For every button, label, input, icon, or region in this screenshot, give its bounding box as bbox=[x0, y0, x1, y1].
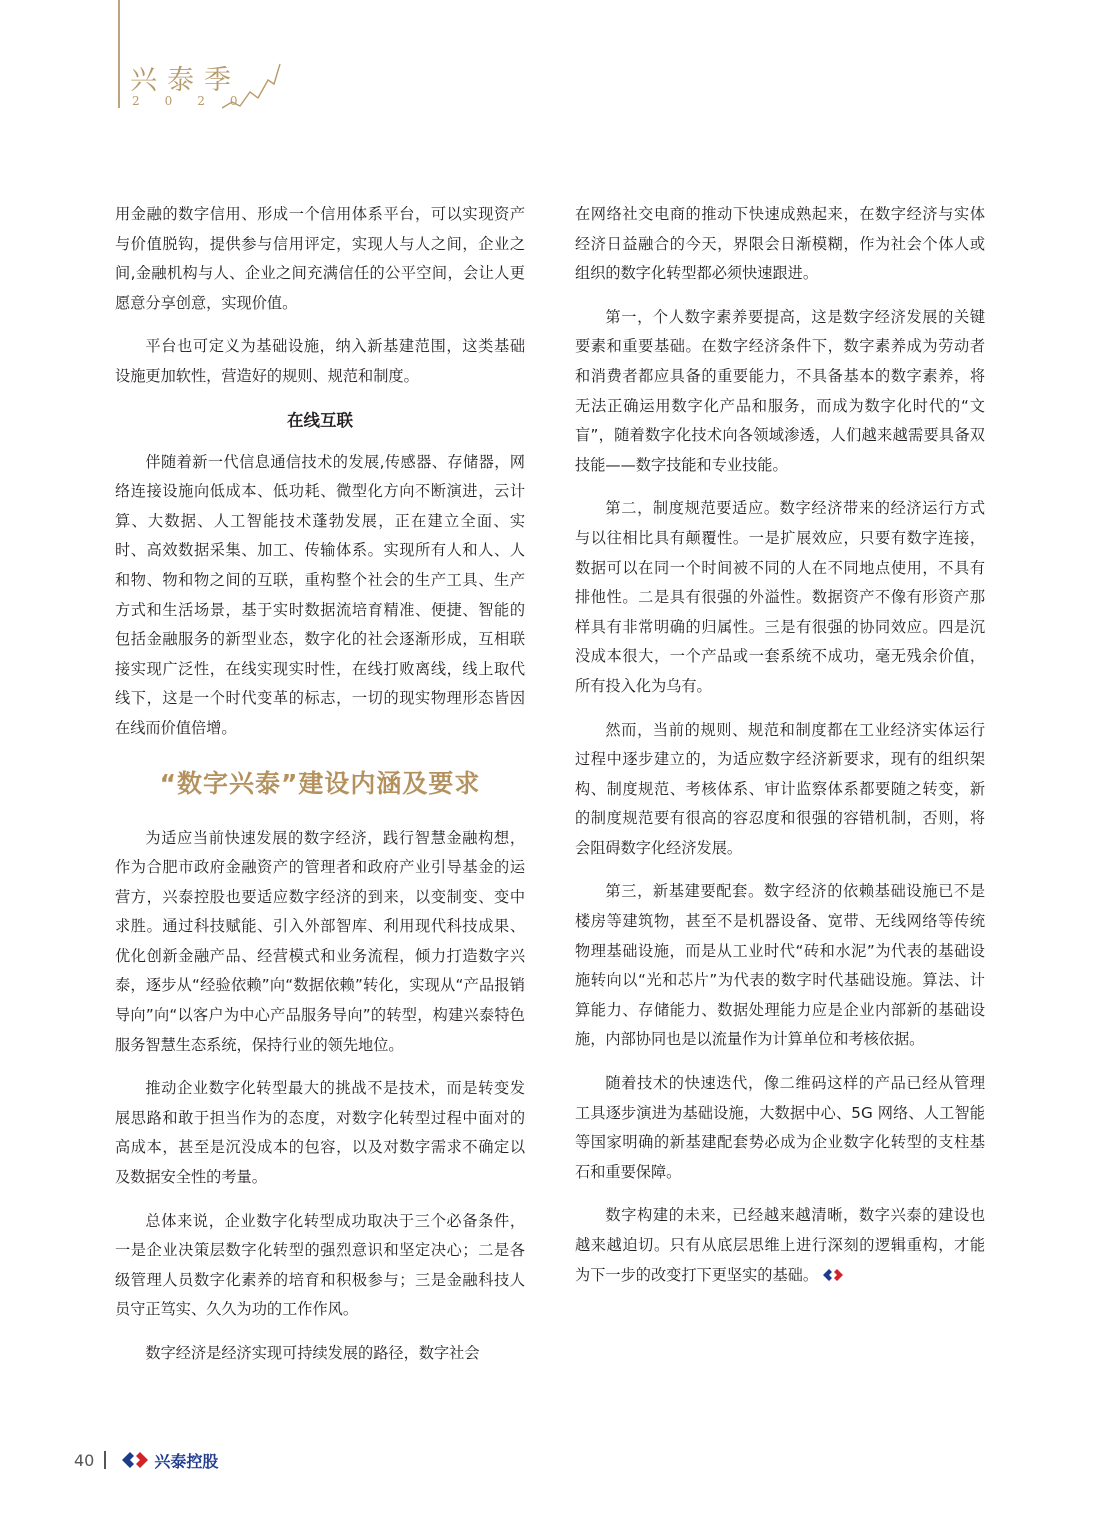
footer bbox=[74, 1447, 218, 1473]
footer-divider bbox=[104, 1451, 106, 1469]
closing-text: 数字构建的未来，已经越来越清晰，数字兴泰的建设也越来越迫切。只有从底层思维上进行深刻的逻辑重构，才能为下一步的改变打下更坚实的基础。 bbox=[575, 1206, 985, 1284]
subheading: 在线互联 bbox=[287, 410, 353, 430]
paragraph: 随着技术的快速迭代，像二维码这样的产品已经从管理工具逐步演进为基础设施，大数据中心、5G 网络、人工智能等国家明确的新基建配套势必成为企业数字化转型的支柱基石和重要保障。 bbox=[575, 1074, 985, 1181]
masthead bbox=[130, 58, 280, 114]
paragraph: 推动企业数字化转型最大的挑战不是技术，而是转变发展思路和敢于担当作为的态度，对数字化转型过程中面对的高成本，甚至是沉没成本的包容，以及对数字需求不确定以及数据安全性的考量。 bbox=[115, 1079, 525, 1187]
brand-name: 兴泰控股 bbox=[154, 1451, 219, 1471]
masthead-trend-line-icon bbox=[222, 62, 282, 114]
paragraph: 第三，新基建要配套。数字经济的依赖基础设施已不是楼房等建筑物，甚至不是机器设备、宽带、无线网络等传统物理基础设施，而是从工业时代“砖和水泥”为代表的基础设施转向以“光和芯片”为代表的数字时代基础设施。算法、计算能力、存储能力、数据处理能力应是企业内部新的基础设施，内部协同也是以流量作为计算单位和考核依据。 bbox=[575, 882, 985, 1049]
paragraph: 数字经济是经济实现可持续发展的路径，数字社会 bbox=[145, 1344, 480, 1362]
xingtai-logo-icon bbox=[120, 1451, 150, 1469]
left-column bbox=[115, 200, 525, 1383]
page-number: 40 bbox=[74, 1450, 95, 1470]
end-of-article-logo-icon bbox=[822, 1268, 844, 1282]
paragraph: 在网络社交电商的推动下快速成熟起来，在数字经济与实体经济日益融合的今天，界限会日渐模糊，作为社会个体人或组织的数字化转型都必须快速跟进。 bbox=[575, 205, 985, 283]
paragraph: 然而，当前的规则、规范和制度都在工业经济实体运行过程中逐步建立的，为适应数字经济新要求，现有的组织架构、制度规范、考核体系、审计监察体系都要随之转变，新的制度规范要有很高的容忍度和很强的容错机制，否则，将会阻碍数字化经济发展。 bbox=[575, 720, 985, 857]
paragraph: 用金融的数字信用、形成一个信用体系平台，可以实现资产与价值脱钩，提供参与信用评定，实现人与人之间，企业之间,金融机构与人、企业之间充满信任的公平空间，会让人更愿意分享创意，实现价值。 bbox=[115, 205, 525, 312]
paragraph: 第一，个人数字素养要提高，这是数字经济发展的关键要素和重要基础。在数字经济条件下，数字素养成为劳动者和消费者都应具备的重要能力，不具备基本的数字素养，将无法正确运用数字化产品和服务，而成为数字化时代的“文盲”，随着数字化技术向各领域渗透，人们越来越需要具备双技能——数字技能和专业技能。 bbox=[575, 307, 985, 474]
masthead-title: 兴泰季 bbox=[130, 65, 241, 96]
masthead-year: 2020 bbox=[132, 94, 263, 108]
paragraph: 总体来说，企业数字化转型成功取决于三个必备条件，一是企业决策层数字化转型的强烈意识和坚定决心；二是各级管理人员数字化素养的培育和积极参与；三是金融科技人员守正笃实、久久为功的工作作风。 bbox=[115, 1211, 525, 1319]
header-rule bbox=[118, 0, 120, 108]
right-column bbox=[575, 200, 985, 1304]
paragraph: 平台也可定义为基础设施，纳入新基建范围，这类基础设施更加软性，营造好的规则、规范和制度。 bbox=[115, 337, 525, 385]
paragraph: 为适应当前快速发展的数字经济，践行智慧金融构想，作为合肥市政府金融资产的管理者和政府产业引导基金的运营方，兴泰控股也要适应数字经济的到来，以变制变、变中求胜。通过科技赋能、引入外部智库、利用现代科技成果、优化创新金融产品、经营模式和业务流程，倾力打造数字兴泰，逐步从“经验依赖”向“数据依赖”转化，实现从“产品报销导向”向“以客户为中心产品服务导向”的转型，构建兴泰特色服务智慧生态系统，保持行业的领先地位。 bbox=[115, 828, 525, 1054]
section-title: “数字兴泰”建设内涵及要求 bbox=[159, 768, 481, 798]
paragraph: 伴随着新一代信息通信技术的发展,传感器、存储器，网络连接设施向低成本、低功耗、微型化方向不断演进，云计算、大数据、人工智能技术蓬勃发展，正在建立全面、实时、高效数据采集、加工、传输体系。实现所有人和人、人和物、物和物之间的互联，重构整个社会的生产工具、生产方式和生活场景，基于实时数据流培育精准、便捷、智能的包括金融服务的新型业态，数字化的社会逐渐形成，互相联接实现广泛性，在线实现实时性，在线打败离线，线上取代线下，这是一个时代变革的标志，一切的现实物理形态皆因在线而价值倍增。 bbox=[115, 452, 525, 737]
closing-paragraph bbox=[575, 1201, 985, 1290]
paragraph: 第二，制度规范要适应。数字经济带来的经济运行方式与以往相比具有颠覆性。一是扩展效应，只要有数字连接，数据可以在同一个时间被不同的人在不同地点使用，不具有排他性。二是具有很强的外溢性。数据资产不像有形资产那样具有非常明确的归属性。三是有很强的协同效应。四是沉没成本很大，一个产品或一套系统不成功，毫无残余价值，所有投入化为乌有。 bbox=[575, 499, 985, 695]
